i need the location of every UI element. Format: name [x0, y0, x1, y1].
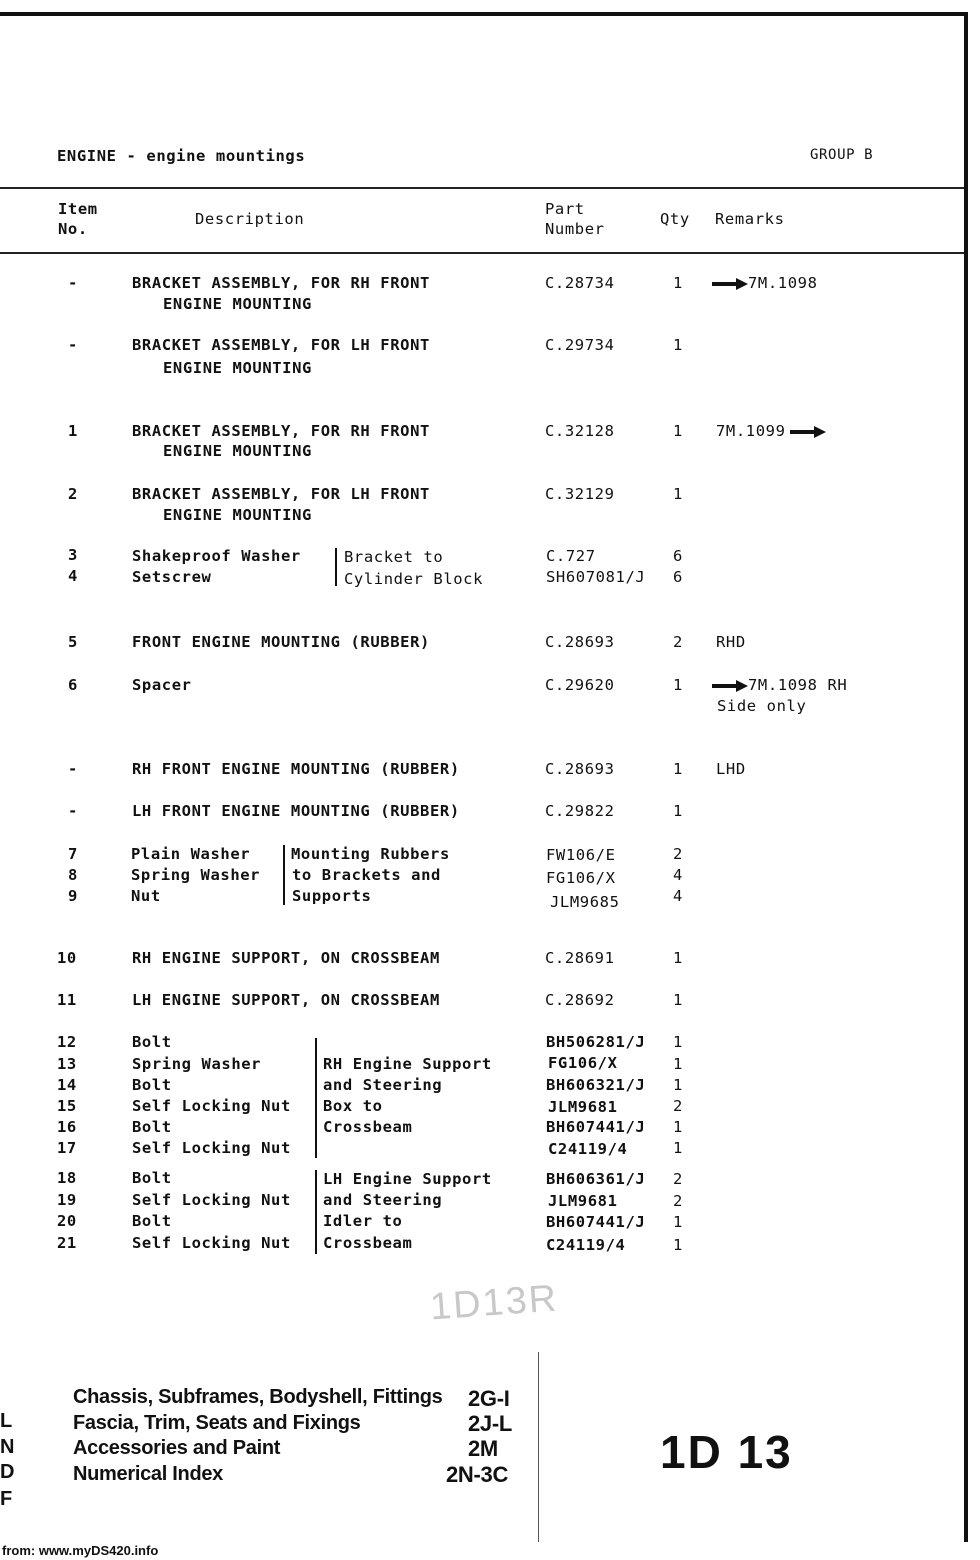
description: BRACKET ASSEMBLY, FOR LH FRONT [132, 336, 430, 354]
description: Self Locking Nut [132, 1097, 291, 1115]
part-number: BH607441/J [546, 1213, 646, 1231]
item-no: 7 [68, 845, 78, 863]
remarks [712, 676, 847, 694]
footer-divider [538, 1352, 539, 1542]
item-no: 8 [68, 866, 78, 884]
qty: 6 [673, 547, 683, 565]
item-no: - [68, 336, 78, 354]
description: Bolt [132, 1118, 172, 1136]
description: Self Locking Nut [132, 1234, 291, 1252]
part-number: C.727 [546, 547, 596, 565]
qty: 4 [673, 866, 683, 884]
col-item-line2: No. [58, 220, 88, 238]
arrow-right-icon [712, 680, 748, 692]
item-no: 4 [68, 567, 78, 585]
index-code: 2G-I [468, 1386, 510, 1411]
group-bracket-line [335, 548, 337, 586]
item-no: 15 [57, 1097, 77, 1115]
index-tab-letter: D [0, 1461, 15, 1483]
col-part-line2: Number [545, 220, 605, 238]
index-tab-letter: F [0, 1488, 12, 1510]
col-remarks: Remarks [715, 210, 785, 228]
index-label: Accessories and Paint [73, 1437, 281, 1459]
description-cont: ENGINE MOUNTING [163, 359, 312, 377]
header-top-rule [0, 187, 964, 189]
item-no: 3 [68, 546, 78, 564]
item-no: 21 [57, 1234, 77, 1252]
description: BRACKET ASSEMBLY, FOR RH FRONT [132, 422, 430, 440]
description-cont: ENGINE MOUNTING [163, 442, 312, 460]
part-number: FW106/E [546, 846, 616, 864]
item-no: 1 [68, 422, 78, 440]
description: Spring Washer [131, 866, 261, 884]
description: Bolt [132, 1169, 172, 1187]
source-credit: from: www.myDS420.info [2, 1543, 159, 1558]
item-no: 13 [57, 1055, 77, 1073]
item-no: 20 [57, 1212, 77, 1230]
qty: 1 [673, 1236, 683, 1254]
group-note: Mounting Rubbers [291, 845, 450, 863]
group-note: to Brackets and [292, 866, 441, 884]
description: Self Locking Nut [132, 1139, 291, 1157]
description-cont: ENGINE MOUNTING [163, 295, 312, 313]
description: Bolt [132, 1033, 172, 1051]
qty: 1 [673, 336, 683, 354]
group-note: Crossbeam [323, 1118, 413, 1136]
group-note: and Steering [323, 1076, 443, 1094]
group-note: Bracket to [344, 548, 444, 566]
part-number: C24119/4 [546, 1236, 626, 1254]
group-note: Idler to [323, 1212, 403, 1230]
description: FRONT ENGINE MOUNTING (RUBBER) [132, 633, 430, 651]
description: Bolt [132, 1212, 172, 1230]
page-number: 1D 13 [660, 1426, 793, 1478]
description: RH FRONT ENGINE MOUNTING (RUBBER) [132, 760, 460, 778]
group-note: Box to [323, 1097, 383, 1115]
item-no: 2 [68, 485, 78, 503]
item-no: 18 [57, 1169, 77, 1187]
description: LH FRONT ENGINE MOUNTING (RUBBER) [132, 802, 460, 820]
description: Spring Washer [132, 1055, 262, 1073]
item-no: 10 [57, 949, 77, 967]
remarks-cont: Side only [717, 697, 807, 715]
qty: 2 [673, 633, 683, 651]
part-number: SH607081/J [546, 568, 646, 586]
group-bracket-line [315, 1038, 317, 1158]
qty: 1 [673, 1076, 683, 1094]
item-no: 5 [68, 633, 78, 651]
qty: 1 [673, 1118, 683, 1136]
description: Nut [131, 887, 161, 905]
group-note: LH Engine Support [323, 1170, 492, 1188]
item-no: - [68, 802, 78, 820]
description: Spacer [132, 676, 192, 694]
group-bracket-line [315, 1170, 317, 1254]
part-number: C.29822 [545, 802, 615, 820]
group-bracket-line [283, 845, 285, 905]
part-number: C.28693 [545, 760, 615, 778]
qty: 2 [673, 1192, 683, 1210]
col-description: Description [195, 210, 305, 228]
qty: 1 [673, 1213, 683, 1231]
part-number: C.32128 [545, 422, 615, 440]
group-note: Crossbeam [323, 1234, 413, 1252]
description: Plain Washer [131, 845, 251, 863]
page-frame-top [0, 12, 968, 16]
item-no: 6 [68, 676, 78, 694]
description: LH ENGINE SUPPORT, ON CROSSBEAM [132, 991, 440, 1009]
description-cont: ENGINE MOUNTING [163, 506, 312, 524]
group-note: Supports [292, 887, 372, 905]
part-number: C.32129 [545, 485, 615, 503]
part-number: C.28692 [545, 991, 615, 1009]
group-note: and Steering [323, 1191, 443, 1209]
qty: 6 [673, 568, 683, 586]
part-number: FG106/X [548, 1054, 618, 1072]
part-number: C24119/4 [548, 1140, 628, 1158]
group-label: GROUP B [810, 147, 874, 163]
item-no: 17 [57, 1139, 77, 1157]
remark-text: 7M.1098 [748, 274, 818, 292]
col-qty: Qty [660, 210, 690, 228]
qty: 2 [673, 845, 683, 863]
item-no: 9 [68, 887, 78, 905]
remarks: RHD [716, 633, 746, 651]
part-number: BH506281/J [546, 1033, 646, 1051]
item-no: 16 [57, 1118, 77, 1136]
qty: 1 [673, 991, 683, 1009]
qty: 1 [673, 802, 683, 820]
index-label: Numerical Index [73, 1463, 224, 1485]
qty: 1 [673, 1139, 683, 1157]
item-no: - [68, 274, 78, 292]
remark-text: 7M.1099 [716, 422, 786, 440]
qty: 1 [673, 1033, 683, 1051]
part-number: C.28734 [545, 274, 615, 292]
qty: 1 [673, 274, 683, 292]
remarks [712, 274, 818, 292]
part-number: C.29734 [545, 336, 615, 354]
col-item-line1: Item [58, 200, 98, 218]
col-part-line1: Part [545, 200, 585, 218]
qty: 1 [673, 760, 683, 778]
item-no: 19 [57, 1191, 77, 1209]
part-number: C.29620 [545, 676, 615, 694]
remarks: LHD [716, 760, 746, 778]
group-note: Cylinder Block [344, 570, 484, 588]
qty: 1 [673, 485, 683, 503]
qty: 1 [673, 676, 683, 694]
description: Bolt [132, 1076, 172, 1094]
qty: 1 [673, 949, 683, 967]
part-number: C.28691 [545, 949, 615, 967]
qty: 2 [673, 1170, 683, 1188]
description: Self Locking Nut [132, 1191, 291, 1209]
description: Setscrew [132, 568, 212, 586]
part-number: BH606321/J [546, 1076, 646, 1094]
description: BRACKET ASSEMBLY, FOR LH FRONT [132, 485, 430, 503]
index-tab-letter: L [0, 1410, 12, 1432]
arrow-right-icon [712, 278, 748, 290]
item-no: 12 [57, 1033, 77, 1051]
index-code: 2N-3C [446, 1462, 509, 1487]
group-note: RH Engine Support [323, 1055, 492, 1073]
index-label: Fascia, Trim, Seats and Fixings [73, 1412, 361, 1434]
qty: 2 [673, 1097, 683, 1115]
remark-text: 7M.1098 RH [748, 676, 848, 694]
description: Shakeproof Washer [132, 547, 301, 565]
index-code: 2J-L [468, 1411, 513, 1436]
qty: 1 [673, 1055, 683, 1073]
header-bottom-rule [0, 252, 964, 254]
index-code: 2M [468, 1436, 498, 1461]
part-number: C.28693 [545, 633, 615, 651]
index-tab-letter: N [0, 1436, 15, 1458]
index-label: Chassis, Subframes, Bodyshell, Fittings [73, 1386, 443, 1408]
part-number: BH607441/J [546, 1118, 646, 1136]
remarks [716, 422, 830, 440]
part-number: BH606361/J [546, 1170, 646, 1188]
description: RH ENGINE SUPPORT, ON CROSSBEAM [132, 949, 440, 967]
description: BRACKET ASSEMBLY, FOR RH FRONT [132, 274, 430, 292]
part-number: JLM9681 [548, 1098, 618, 1116]
item-no: 14 [57, 1076, 77, 1094]
part-number: JLM9685 [550, 893, 620, 911]
item-no: - [68, 760, 78, 778]
page-stamp: 1D13R [428, 1277, 560, 1329]
item-no: 11 [57, 991, 77, 1009]
page-frame-right [964, 12, 968, 1542]
section-title: ENGINE - engine mountings [57, 147, 306, 165]
qty: 4 [673, 887, 683, 905]
qty: 1 [673, 422, 683, 440]
part-number: FG106/X [546, 869, 616, 887]
arrow-right-icon [786, 426, 830, 438]
part-number: JLM9681 [548, 1192, 618, 1210]
